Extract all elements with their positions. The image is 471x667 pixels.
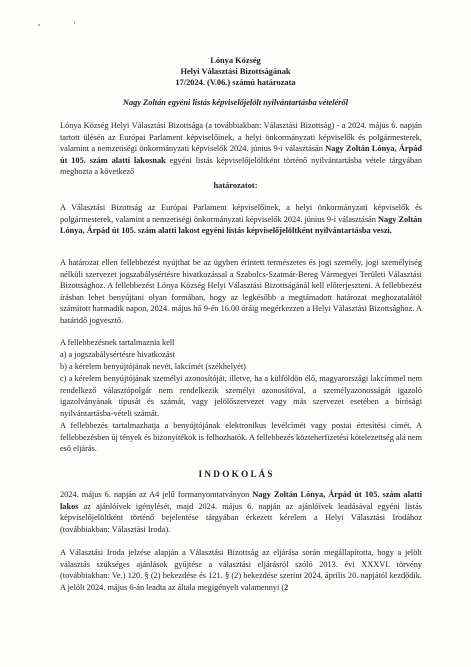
scan-speck xyxy=(38,24,40,26)
appeal-contents-title: A fellebbezésnek tartalmaznia kell xyxy=(60,338,175,347)
scan-speck xyxy=(74,22,75,24)
reasoning-text-end: az ajánlóívek igénylését, majd 2024. május 6. napján az ajánlóívek leadásával egyéni listás képviselőjelöltként történő bejelentése tárgyában érkezett kérelem a Helyi Választási Irodához (továbbiakban: Választási Iroda). xyxy=(60,501,422,534)
decision-bold-text: Nagy Zoltán Lónya, Árpád út 105. szám alatti lakost egyéni listás képviselőjelöltként nyilvántartásba veszi. xyxy=(60,214,422,236)
decision-heading: határozatot: xyxy=(213,181,258,190)
intro-text: Lónya Község Helyi Választási Bizottsága (a továbbiakban: Választási Bizottság) - a 2024. május 6. napján tartott ülésén az Európai Parlament képviselőinek, a helyi önkormányzati képviselők és polgármesterek, valamint a nemzetiségi önkormányzati képviselők 2024. június 9-i választásán xyxy=(60,121,422,154)
appeal-item-a: a) a jogszabálysértésre hivatkozást xyxy=(60,350,175,359)
reasoning-paragraph-2 xyxy=(60,547,422,593)
appeal-extra-paragraph: A fellebbezés tartalmazhatja a benyújtójának elektronikus levélcímét vagy postai értesítési címét. A fellebbezésben új tények és bizonyítékok is felhozhatók. A fellebbezés közteherfizetési kötelezettség alá nem eső eljárás. xyxy=(60,421,422,454)
decision-paragraph xyxy=(60,202,422,237)
municipality-name: Lónya Község xyxy=(210,56,261,65)
reasoning-heading: I N D O K O L Á S xyxy=(198,469,273,479)
reasoning-2-bold: 2 xyxy=(284,582,289,592)
reasoning-2-text: A Választási Iroda jelzése alapján a Választási Bizottság az eljárása során megállapította, hogy a jelölt választás szükséges ajánlások gyűjtése a választási eljárásról szóló 2013. évi XXXVI. törvény (továbbiakban: Ve.) 120. § (2) bekezdése és 121. § (2) bekezdése szerint 2024. április 20. napjától kezdődik. A jelölt 2024. május 6-án leadta az általa megigényelt valamennyi ( xyxy=(60,548,422,592)
candidate-name-address: Nagy Zoltán Lónya, Árpád út 105. szám alatti lakosnak xyxy=(60,144,422,165)
decision-text: A Választási Bizottság az Európai Parlament képviselőinek, a helyi önkormányzati képviselők és polgármesterek, valamint a nemzetiségi önkormányzati képviselők 2024. június 9-i választásán xyxy=(60,203,422,224)
reasoning-candidate: Nagy Zoltán Lónya, Árpád út 105. szám alatti lakos xyxy=(60,490,422,511)
resolution-number: 17/2024. (V.06.) számú határozata xyxy=(175,78,296,87)
reasoning-text: 2024. május 6. napján az A4 jelű formanyomtatványon xyxy=(60,490,253,499)
reasoning-paragraph-1 xyxy=(60,489,422,535)
appeal-item-c: c) a kérelem benyújtójának személyi azonosítóját, illetve, ha a külföldön élő, magyarországi lakcímmel nem rendelkező választópolgár nem rendelkezik személyi azonosítóval, a személyazonosságát igazoló igazolványának típusát és számát, vagy jelölőszervezet vagy más szervezet esetében a bírósági nyilvántartásba-vételi számát. xyxy=(60,374,422,418)
committee-name: Helyi Választási Bizottságának xyxy=(180,67,291,76)
appeal-paragraph: A határozat ellen fellebbezést nyújthat be az ügyben érintett természetes és jogi személy, jogi személyiség nélküli szervezet jogszabálysértésre hivatkozással a Szabolcs-Szatmár-Bereg Vármegyei Területi Választási Bizottsághoz. A fellebbezést Lónya Község Helyi Választási Bizottságánál kell előterjeszteni. A fellebbezést írásban lehet benyújtani olyan formában, hogy az legkésőbb a megtámadott határozat meghozatalától számított harmadik napon, 2024. május hó 9-én 16.00 óráig megérkezzen a Helyi Választási Bizottsághoz. A határidő jogvesztő. xyxy=(60,258,422,325)
appeal-item-b: b) a kérelem benyújtójának nevét, lakcímét (székhelyét) xyxy=(60,362,246,371)
resolution-subject: Nagy Zoltán egyéni listás képviselőjelölt nyilvántartásba vételéről xyxy=(122,98,349,107)
intro-paragraph xyxy=(60,120,422,178)
intro-text-end: egyéni listás képviselőjelöltként történő nyilvántartásba vétele tárgyában meghozta a következő xyxy=(60,155,422,177)
